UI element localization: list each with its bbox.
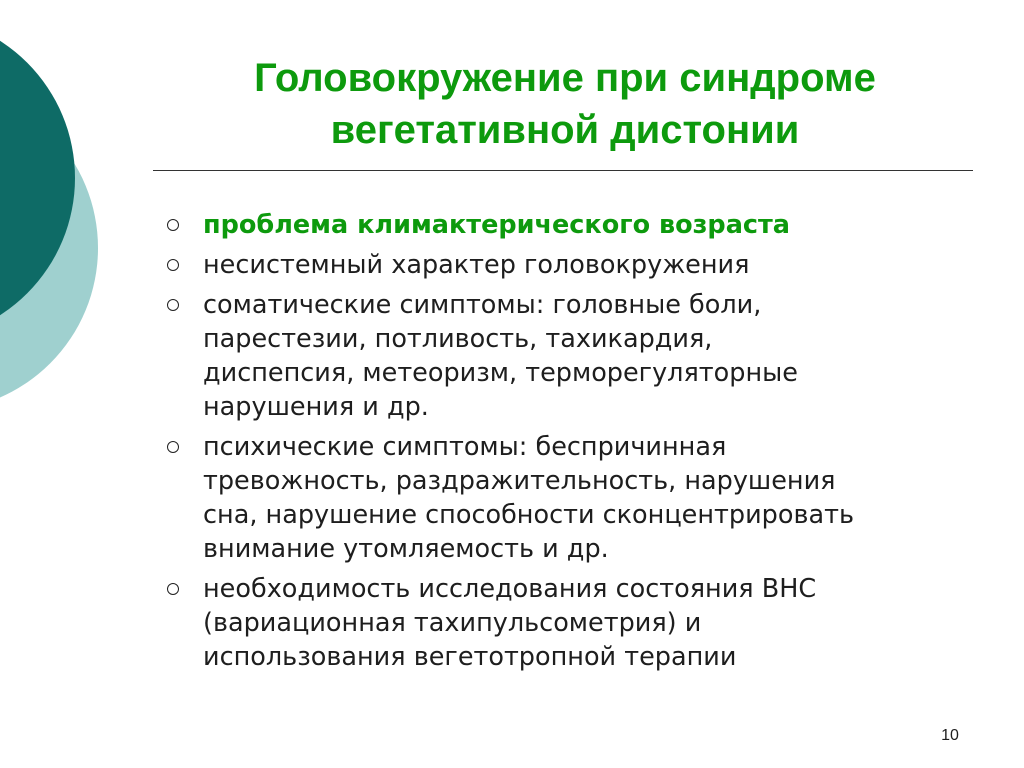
bullet-circle-icon (163, 430, 203, 464)
bullet-item (163, 208, 963, 242)
bullet-text: несистемный характер головокружения (203, 250, 750, 280)
bullet-circle-icon (163, 288, 203, 322)
slide-title (150, 52, 980, 156)
title-divider (153, 170, 973, 171)
bullet-text: необходимость исследования состояния ВНС (вариационная тахипульсометрия) и использования вегетотропной терапии (203, 574, 817, 672)
bullet-text: проблема климактерического возраста (203, 210, 790, 240)
bullet-item (163, 288, 963, 424)
slide-title-line-1: Головокружение при синдроме (254, 56, 876, 100)
bullet-circle-icon (163, 248, 203, 282)
decorative-circles (0, 0, 110, 420)
bullet-circle-icon (163, 572, 203, 606)
bullet-text: психические симптомы: беспричинная тревожность, раздражительность, нарушения сна, нарушение способности сконцентрировать внимание утомляемость и др. (203, 432, 854, 564)
bullet-item (163, 248, 963, 282)
bullet-text: соматические симптомы: головные боли, парестезии, потливость, тахикардия, диспепсия, метеоризм, терморегуляторные нарушения и др. (203, 290, 798, 422)
bullet-item (163, 430, 963, 566)
slide-title-line-2: вегетативной дистонии (330, 108, 800, 152)
page-number: 10 (941, 727, 959, 744)
bullet-circle-icon (163, 208, 203, 242)
bullet-list (163, 208, 963, 680)
bullet-item (163, 572, 963, 674)
